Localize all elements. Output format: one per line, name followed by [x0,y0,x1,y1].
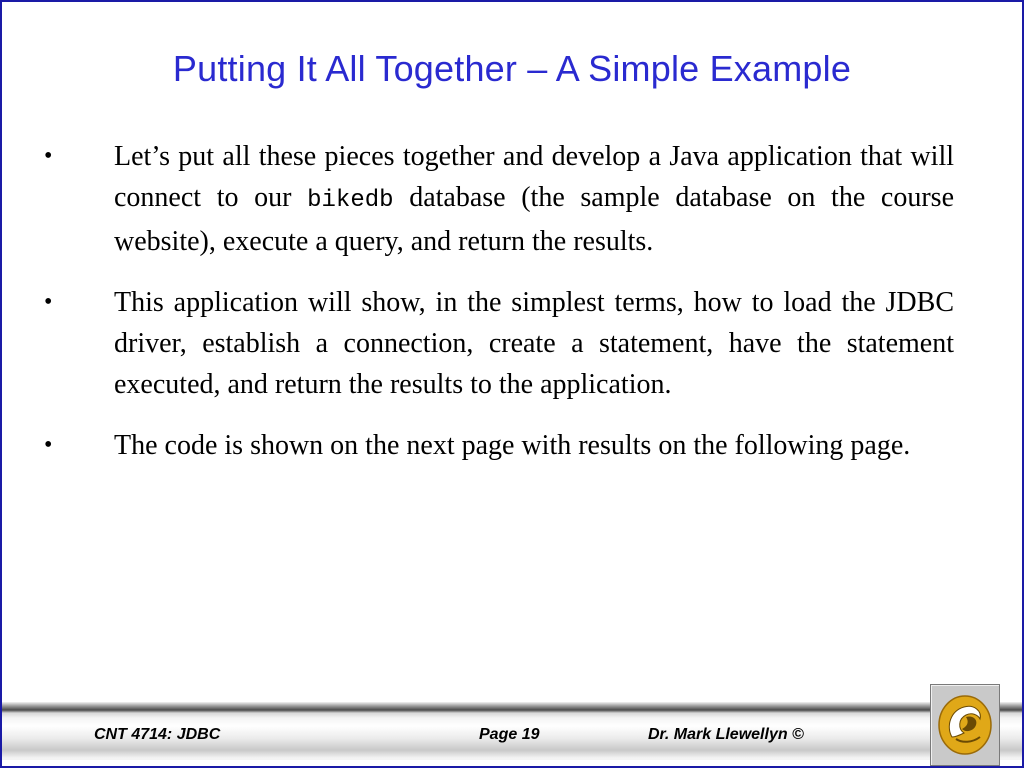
database-name-code: bikedb [307,187,394,214]
bullet-item-1 [44,136,954,262]
footer-page-number: Page 19 [479,726,540,743]
footer-author: Dr. Mark Llewellyn © [648,726,804,743]
slide-title: Putting It All Together – A Simple Example [172,48,852,89]
logo-box [930,684,1000,766]
bullet-text: The code is shown on the next page with results on the following page. [114,430,911,461]
bullet-mark: • [44,143,53,169]
bullet-text: This application will show, in the simplest terms, how to load the JDBC driver, establish a connection, create a statement, have the statement executed, and return the results to the application. [114,287,954,400]
bullet-text-before: Let’s put all these pieces together and develop a Java application that will connect to our [114,141,954,213]
bullet-item-2 [44,282,954,405]
footer-bar [2,700,1022,766]
bullet-text-after: database (the sample database on the course website), execute a query, and return the results. [114,182,954,257]
pegasus-logo-icon [936,693,994,757]
footer-course: CNT 4714: JDBC [94,726,221,743]
bullet-list [44,136,954,486]
bullet-mark: • [44,432,53,458]
bullet-item-3 [44,425,954,466]
bullet-mark: • [44,289,53,315]
